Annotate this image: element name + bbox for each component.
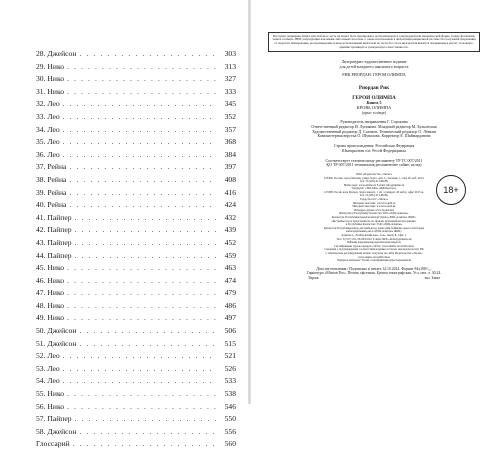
table-of-contents	[36, 48, 236, 451]
print-info	[268, 267, 480, 281]
toc-entry	[36, 161, 236, 174]
toc-entry	[36, 250, 236, 263]
publisher-section	[268, 173, 480, 263]
toc-entry	[36, 363, 236, 376]
toc-entry	[36, 388, 236, 401]
publisher-line: Тел.: 8 (495) 411-68-86.	[359, 193, 389, 198]
genre-line	[268, 59, 480, 69]
toc-entry	[36, 312, 236, 325]
toc-page-number: 546	[224, 401, 236, 411]
toc-chapter-title: 30. Нико	[36, 74, 65, 84]
print-specs: Гарнитура «Minion Pro». Печать офсетная. Бумага типографская. Усл. печ. л. 30,24.	[306, 271, 442, 276]
toc-chapter-title: 32. Лео	[36, 99, 60, 109]
author-series-caps: РИК РИОРДАН. ГЕРОИ ОЛИМПА	[342, 72, 406, 78]
toc-leader-dots	[79, 325, 217, 338]
toc-chapter-title: 50. Джейсон	[36, 326, 77, 336]
print-order-label: экз. Заказ	[424, 275, 440, 280]
toc-page-number: 474	[224, 275, 236, 285]
publisher-line: www.eksmo.ru/certification	[357, 254, 391, 259]
print-run-label: Тираж	[308, 275, 319, 280]
toc-chapter-title: 43. Пайпер	[36, 237, 72, 247]
toc-leader-dots	[67, 73, 217, 86]
publisher-line: қабылдаушының өкілі «РДЦ-Алматы» ЖШС,	[345, 229, 403, 234]
cert-line: Соответствует техническому регламенту ТР ТС 007/2011	[325, 157, 423, 163]
toc-chapter-title: 57. Пайпер	[36, 414, 72, 424]
toc-entry	[36, 187, 236, 200]
toc-page-number: 352	[224, 111, 236, 121]
toc-leader-dots	[69, 199, 217, 212]
toc-chapter-title: 48. Нико	[36, 300, 65, 310]
toc-leader-dots	[79, 48, 217, 61]
toc-leader-dots	[75, 212, 217, 225]
toc-entry	[36, 124, 236, 137]
toc-leader-dots	[67, 312, 217, 325]
toc-page-number: 515	[224, 338, 236, 348]
publisher-line: Тел.: 8 (495) 411-68-86.	[359, 179, 389, 184]
toc-chapter-title: 53. Лео	[36, 363, 60, 373]
editorial-line: Ответственный редактор И. Лупикова. Младший редактор М. Бульонская	[311, 123, 437, 129]
toc-page-number: 556	[224, 426, 236, 436]
toc-leader-dots	[75, 250, 217, 263]
toc-leader-dots	[67, 275, 217, 288]
toc-chapter-title: 28. Джейсон	[36, 49, 77, 58]
publisher-line: о техническом регулировании можно получить на сайте Издательства «Эксмо»	[325, 250, 423, 255]
editorial-line: Руководитель направления Г. Сорокина	[340, 119, 408, 125]
toc-entry	[36, 98, 236, 111]
toc-entry	[36, 401, 236, 414]
toc-page-number: 538	[224, 389, 236, 399]
book-title: КРОВЬ ОЛИМПА	[356, 105, 392, 111]
toc-page-number: 416	[224, 187, 236, 197]
toc-chapter-title: 41. Пайпер	[36, 212, 72, 222]
toc-leader-dots	[67, 262, 217, 275]
toc-chapter-title: 34. Лео	[36, 124, 60, 134]
toc-page-number: 521	[224, 351, 236, 361]
toc-entry	[36, 300, 236, 313]
publisher-line: Өндірген мемлекет: Ресей. Сертификация қарастырылмаған	[336, 258, 412, 263]
toc-entry	[36, 413, 236, 426]
toc-chapter-title: 51. Джейсон	[36, 338, 77, 348]
cert-line: ҚО ТР 007/2011 техникалық регламентіне сәйкес келеді	[326, 162, 422, 168]
toc-page-number: 439	[224, 225, 236, 235]
publisher-line: Интернет-магазин: www.book24.kz	[352, 204, 396, 209]
certification	[268, 159, 480, 168]
toc-entry	[36, 325, 236, 338]
toc-leader-dots	[69, 174, 217, 187]
toc-leader-dots	[75, 237, 217, 250]
toc-chapter-title: 58. Джейсон	[36, 426, 77, 436]
age-note-text: для детей младшего школьного возраста	[339, 64, 409, 70]
publisher-line: Алматы қ., Домбровский көш., 3«а», литер Б, офис 1.	[341, 233, 407, 237]
publisher-line: Интернет-дүкен: www.book24.kz	[353, 207, 395, 212]
toc-page-number: 432	[224, 212, 236, 222]
toc-chapter-title: 55. Нико	[36, 389, 65, 399]
toc-entry	[36, 111, 236, 124]
toc-page-number: 303	[224, 49, 236, 58]
toc-page-number: 463	[224, 263, 236, 273]
book-subtitle: (орыс тілінде)	[361, 109, 387, 115]
toc-entry	[36, 174, 236, 187]
country-origin	[268, 144, 480, 153]
toc-page-number: 459	[224, 250, 236, 260]
toc-leader-dots	[67, 86, 217, 99]
toc-chapter-title: 33. Лео	[36, 111, 60, 121]
toc-entry	[36, 224, 236, 237]
toc-chapter-title: 38. Рейна	[36, 174, 67, 184]
toc-leader-dots	[69, 187, 217, 200]
toc-page-number: 384	[224, 149, 236, 159]
toc-leader-dots	[67, 61, 217, 74]
book-number: Книга 5	[366, 100, 382, 106]
toc-page-number: 313	[224, 61, 236, 71]
age-rating-badge: 18+	[436, 175, 466, 205]
toc-page-number: 345	[224, 99, 236, 109]
publisher-line: Қазақстан Республикасындағы импорттаушы «РДЦ-Алматы» ЖШС.	[331, 215, 417, 220]
toc-chapter-title: 56. Нико	[36, 401, 65, 411]
publisher-line: Тауар белгісі: «Эксмо»	[359, 197, 389, 202]
toc-leader-dots	[63, 375, 217, 388]
publisher-line: Импортёр в Республику Казахстан ТОО «РДЦ-Алматы».	[339, 211, 409, 216]
toc-chapter-title: 36. Лео	[36, 149, 60, 159]
right-page-imprint	[253, 6, 494, 398]
publisher-line: в Республике Казахстан: ТОО «РДЦ-Алматы»	[345, 222, 403, 227]
toc-page-number: 333	[224, 86, 236, 96]
toc-chapter-title: 35. Лео	[36, 137, 60, 147]
toc-page-number: 327	[224, 74, 236, 84]
toc-chapter-title: 29. Нико	[36, 61, 65, 71]
toc-entry	[36, 73, 236, 86]
print-run-row	[268, 276, 480, 281]
toc-entry	[36, 149, 236, 162]
toc-page-number: 550	[224, 414, 236, 424]
toc-entry	[36, 438, 236, 451]
toc-page-number: 452	[224, 237, 236, 247]
toc-leader-dots	[75, 224, 217, 237]
toc-leader-dots	[63, 111, 217, 124]
publisher-line: 123308, Ресей, қала Мәскеу, Зорге көшесі, 1 үй, 1 ғимарат, 20 қабат, офис 2013 ж.	[324, 189, 424, 194]
publisher-line: Home page: www.eksmo.ru E-mail: info@eksmo.ru	[343, 182, 405, 187]
toc-page-number: 526	[224, 363, 236, 373]
toc-chapter-title: 49. Нико	[36, 313, 65, 323]
publisher-line: Өндіруші: «ЭКСМО» АҚБ Баспасы,	[351, 186, 397, 191]
toc-chapter-title: 47. Нико	[36, 288, 65, 298]
toc-chapter-title: 46. Нико	[36, 275, 65, 285]
toc-chapter-title: 44. Пайпер	[36, 250, 72, 260]
editorial-line: Компьютерная верстка О. Шувалова. Корректор Е. Шаймарданова	[317, 133, 431, 139]
toc-entry	[36, 375, 236, 388]
left-page-contents	[6, 6, 246, 449]
toc-entry	[36, 61, 236, 74]
toc-chapter-title: 40. Рейна	[36, 200, 67, 210]
toc-entry	[36, 426, 236, 439]
book-gutter	[248, 0, 251, 404]
toc-leader-dots	[63, 124, 217, 137]
toc-page-number: 497	[224, 313, 236, 323]
editorial-credits	[268, 120, 480, 139]
toc-entry	[36, 275, 236, 288]
toc-leader-dots	[67, 388, 217, 401]
toc-chapter-title: 54. Лео	[36, 376, 60, 386]
toc-entry	[36, 136, 236, 149]
toc-leader-dots	[69, 161, 217, 174]
publisher-line: Тел.: 8 (727) 251-59-90/91/92; E-mail: RDC-Almaty@eksmo.kz	[336, 236, 412, 241]
genre-text: Литературно-художественное издание	[341, 59, 407, 65]
copyright-notice: Все права защищены. Книга или любая ее часть не может быть скопирована, воспроизведена в электронной или механической форме, в виде фотокопии, записи в память ЭВМ, репродукции или каким-либо иным способом, а также использована в любой информационной системе без получения разрешения от издателя. Копирование, воспроизведение и иное использование книги или ее части без согласия издателя является незаконным и влечет уголовную, административную и гражданскую ответственность.	[268, 32, 480, 52]
toc-leader-dots	[79, 426, 217, 439]
toc-entry	[36, 237, 236, 250]
origin-line: Шығарылған елі: Ресей Федерациясы	[341, 147, 407, 153]
author-name: Риордан Рик	[358, 85, 390, 92]
publisher-line: 123308, Россия, город Москва, улица Зорге, дом 1, строение 1, этаж 20, каб. 2013.	[323, 175, 425, 180]
toc-leader-dots	[73, 438, 217, 451]
toc-entry	[36, 48, 236, 61]
series-title: ГЕРОИ ОЛИМПА	[352, 95, 396, 102]
imprint-block	[268, 32, 480, 281]
publisher-line: Интернет-магазин: www.book24.ru	[352, 200, 396, 205]
toc-leader-dots	[63, 98, 217, 111]
publisher-line: Дистрибьютор и представитель по приему претензий на продукцию,	[331, 218, 417, 223]
toc-chapter-title: 42. Пайпер	[36, 225, 72, 235]
toc-entry	[36, 212, 236, 225]
toc-entry	[36, 199, 236, 212]
toc-chapter-title: 37. Рейна	[36, 162, 67, 172]
toc-chapter-title: 52. Лео	[36, 351, 60, 361]
publisher-line: ООО «Издательство «Эксмо»	[355, 171, 393, 176]
toc-leader-dots	[63, 363, 217, 376]
toc-page-number: 424	[224, 200, 236, 210]
publisher-line: Өнімнің жарамдылық мерзімі шектелмеген.	[346, 240, 402, 245]
toc-entry	[36, 262, 236, 275]
toc-chapter-title: 39. Рейна	[36, 187, 67, 197]
toc-entry	[36, 350, 236, 363]
toc-chapter-title: Глоссарий	[36, 439, 70, 449]
toc-leader-dots	[67, 300, 217, 313]
editorial-line: Художественный редактор Д. Сазонов. Технический редактор О. Лёвкин	[312, 128, 436, 134]
toc-leader-dots	[75, 413, 217, 426]
publisher-line: Сертификация туралы ақпарат сайтта: www.eksmo.ru/certification	[333, 243, 415, 248]
toc-entry	[36, 338, 236, 351]
toc-page-number: 357	[224, 124, 236, 134]
toc-page-number: 397	[224, 162, 236, 172]
toc-leader-dots	[63, 136, 217, 149]
toc-entry	[36, 86, 236, 99]
print-date: Дата изготовления / Подписано в печать 14.10.2022. Формат 84x108¹/₃₂.	[316, 266, 432, 271]
publisher-line: Сведения о подтверждении соответствия издания согласно законодательству РФ	[324, 247, 424, 252]
origin-line: Страна происхождения: Российская Федерация	[333, 143, 415, 149]
toc-entry	[36, 287, 236, 300]
toc-leader-dots	[63, 350, 217, 363]
toc-page-number: 408	[224, 174, 236, 184]
toc-chapter-title: 45. Нико	[36, 263, 65, 273]
toc-page-number: 506	[224, 326, 236, 336]
toc-page-number: 533	[224, 376, 236, 386]
toc-page-number: 479	[224, 288, 236, 298]
publisher-line: Қазақстан Республикасында дистрибьютор және өнім бойынша арыз-талаптарды	[323, 225, 425, 230]
toc-page-number: 560	[224, 439, 236, 449]
toc-leader-dots	[79, 338, 217, 351]
toc-leader-dots	[63, 149, 217, 162]
toc-leader-dots	[67, 401, 217, 414]
toc-page-number: 486	[224, 300, 236, 310]
toc-leader-dots	[67, 287, 217, 300]
toc-chapter-title: 31. Нико	[36, 86, 65, 96]
toc-page-number: 368	[224, 137, 236, 147]
